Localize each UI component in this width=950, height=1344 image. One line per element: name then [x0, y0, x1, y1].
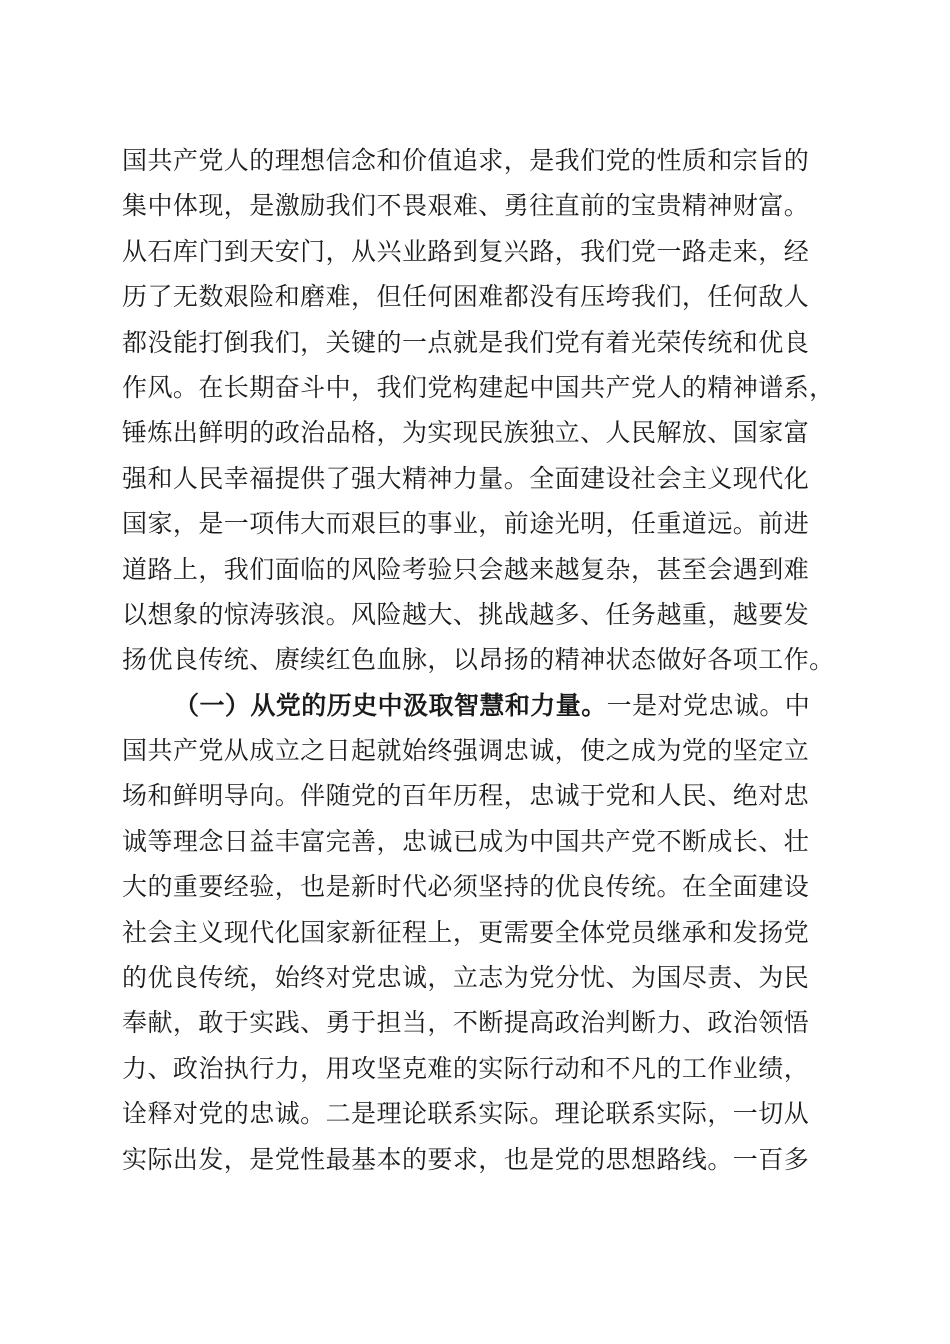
text-line: 作风。在长期奋斗中，我们党构建起中国共产党人的精神谱系，	[122, 372, 835, 402]
text-line: 从石库门到天安门，从兴业路到复兴路，我们党一路走来，经	[122, 236, 810, 266]
text-line: 道路上，我们面临的风险考验只会越来越复杂，甚至会遇到难	[122, 554, 810, 584]
text-line: 实际出发，是党性最基本的要求，也是党的思想路线。一百多	[122, 1144, 810, 1174]
section-first-line-text: 一是对党忠诚。中	[606, 690, 811, 720]
text-line: 场和鲜明导向。伴随党的百年历程，忠诚于党和人民、绝对忠	[122, 781, 810, 811]
text-line: 诚等理念日益丰富完善，忠诚已成为中国共产党不断成长、壮	[122, 826, 810, 856]
text-line: 奉献，敢于实践、勇于担当，不断提高政治判断力、政治领悟	[122, 1008, 810, 1038]
text-line: 社会主义现代化国家新征程上，更需要全体党员继承和发扬党	[122, 917, 810, 947]
text-line: 强和人民幸福提供了强大精神力量。全面建设社会主义现代化	[122, 463, 810, 493]
text-line: 的优良传统，始终对党忠诚，立志为党分忧、为国尽责、为民	[122, 963, 810, 993]
document-body	[122, 138, 842, 1182]
text-line: 力、政治执行力，用攻坚克难的实际行动和不凡的工作业绩，	[122, 1053, 810, 1083]
paragraph-2	[122, 683, 842, 1182]
text-line: 国共产党人的理想信念和价值追求，是我们党的性质和宗旨的	[122, 146, 810, 175]
text-line: 锤炼出鲜明的政治品格，为实现民族独立、人民解放、国家富	[122, 418, 810, 448]
text-line: 集中体现，是激励我们不畏艰难、勇往直前的宝贵精神财富。	[122, 191, 810, 221]
text-line: 国家，是一项伟大而艰巨的事业，前途光明，任重道远。前进	[122, 509, 810, 539]
text-line: 扬优良传统、赓续红色血脉，以昂扬的精神状态做好各项工作。	[122, 645, 835, 675]
text-line: 以想象的惊涛骇浪。风险越大、挑战越多、任务越重，越要发	[122, 599, 810, 629]
section-heading: （一）从党的历史中汲取智慧和力量。	[174, 690, 607, 720]
section-first-line	[122, 683, 842, 728]
text-line: 国共产党从成立之日起就始终强调忠诚，使之成为党的坚定立	[122, 736, 810, 766]
text-line: 历了无数艰险和磨难，但任何困难都没有压垮我们，任何敌人	[122, 282, 810, 312]
text-line: 诠释对党的忠诚。二是理论联系实际。理论联系实际，一切从	[122, 1099, 810, 1129]
text-line: 都没能打倒我们，关键的一点就是我们党有着光荣传统和优良	[122, 327, 810, 357]
text-line: 大的重要经验，也是新时代必须坚持的优良传统。在全面建设	[122, 872, 810, 902]
paragraph-1	[122, 138, 842, 683]
